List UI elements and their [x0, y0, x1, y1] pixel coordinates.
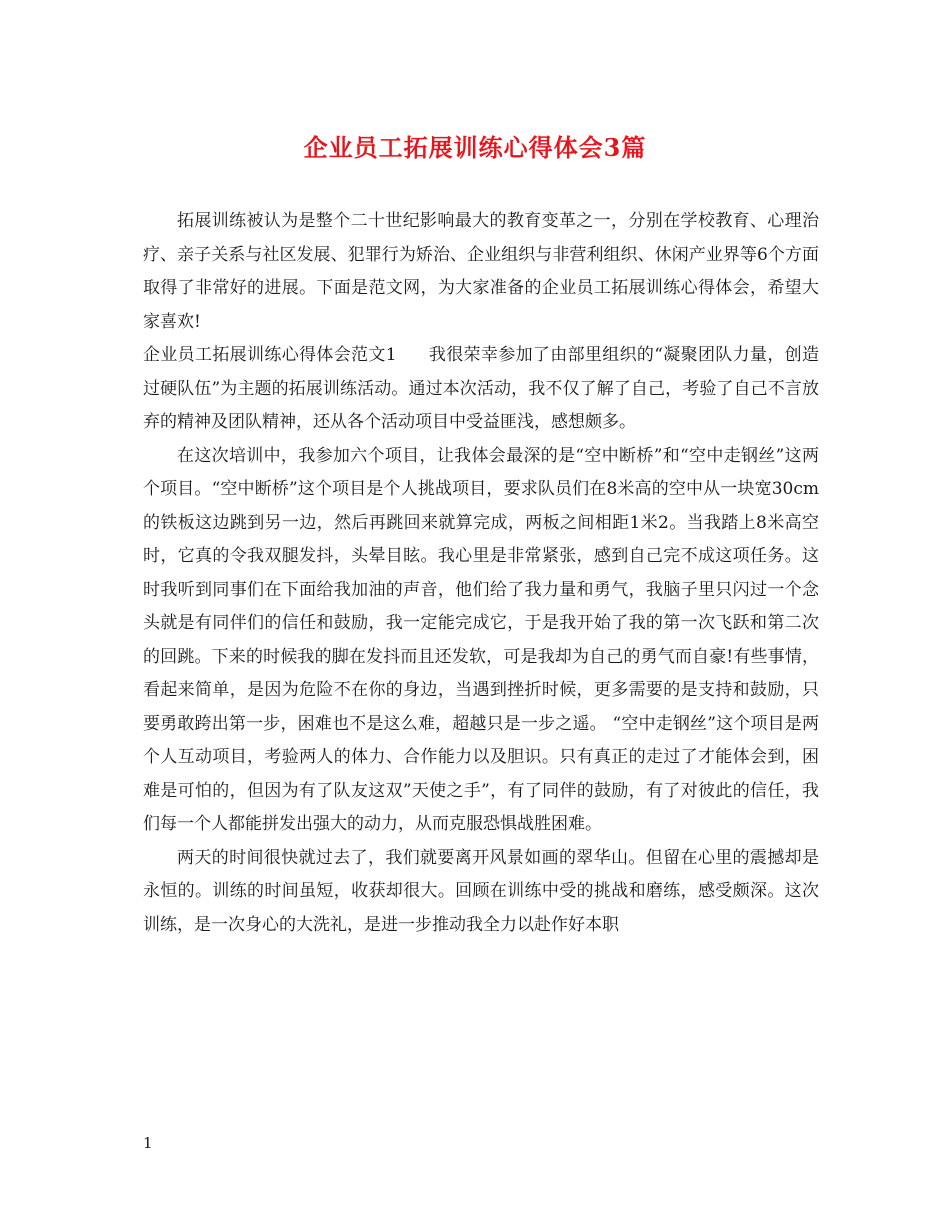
page-number: 1 [143, 1134, 153, 1152]
body-paragraph: 两天的时间很快就过去了，我们就要离开风景如画的翠华山。但留在心里的震撼却是永恒的。训练的时间虽短，收获却很大。回顾在训练中受的挑战和磨练，感受颇深。这次训练，是一次身心的大洗礼，是进一步推动我全力以赴作好本职 [143, 847, 819, 935]
intro-paragraph: 拓展训练被认为是整个二十世纪影响最大的教育变革之一，分别在学校教育、心理治疗、亲子关系与社区发展、犯罪行为矫治、企业组织与非营利组织、休闲产业界等6个方面取得了非常好的进展。下面是范文网，为大家准备的企业员工拓展训练心得体会，希望大家喜欢! [143, 211, 819, 332]
document-title: 企业员工拓展训练心得体会3篇 [303, 133, 647, 162]
section-heading: 企业员工拓展训练心得体会范文1 [143, 345, 397, 365]
section-text: 我很荣幸参加了由部里组织的“凝聚团队力量，创造过硬队伍”为主题的拓展训练活动。通过本次活动，我不仅了解了自己，考验了自己不言放弃的精神及团队精神，还从各个活动项目中受益匪浅，感想颇多。 [143, 345, 819, 432]
document-body [143, 205, 819, 942]
body-paragraph: 在这次培训中，我参加六个项目，让我体会最深的是“空中断桥”和“空中走钢丝”这两个项目。“空中断桥”这个项目是个人挑战项目，要求队员们在8米高的空中从一块宽30cm的铁板这边跳到另一边，然后再跳回来就算完成，两板之间相距1米2。当我踏上8米高空时，它真的令我双腿发抖，头晕目眩。我心里是非常紧张，感到自己完不成这项任务。这时我听到同事们在下面给我加油的声音，他们给了我力量和勇气，我脑子里只闪过一个念头就是有同伴们的信任和鼓励，我一定能完成它，于是我开始了我的第一次飞跃和第二次的回跳。下来的时候我的脚在发抖而且还发软，可是我却为自己的勇气而自豪!有些事情，看起来简单，是因为危险不在你的身边，当遇到挫折时候，更多需要的是支持和鼓励，只要勇敢跨出第一步，困难也不是这么难，超越只是一步之遥。 “空中走钢丝”这个项目是两个人互动项目，考验两人的体力、合作能力以及胆识。只有真正的走过了才能体会到，困难是可怕的，但因为有了队友这双”天使之手”，有了同伴的鼓励，有了对彼此的信任，我们每一个人都能拼发出强大的动力，从而克服恐惧战胜困难。 [143, 445, 819, 834]
section-paragraph [143, 339, 819, 440]
